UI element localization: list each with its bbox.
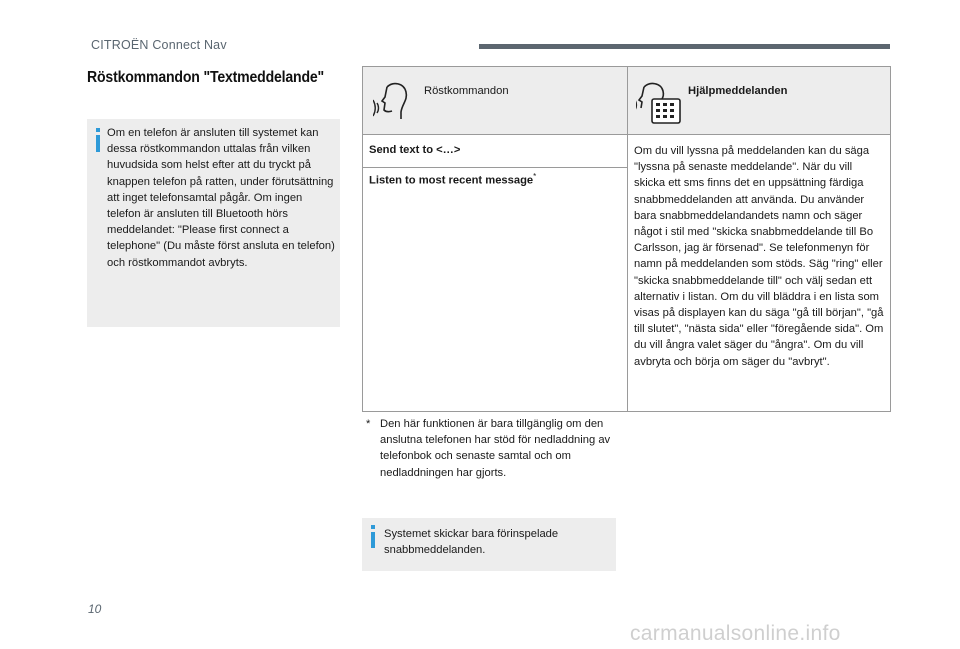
voice-command-table <box>362 66 891 412</box>
column-header-help: Hjälpmeddelanden <box>688 85 788 97</box>
info-text: Systemet skickar bara förinspelade snabbmeddelanden. <box>384 528 559 557</box>
header-title: CITROËN Connect Nav <box>91 38 227 52</box>
command-listen-recent <box>369 172 536 187</box>
header-bar <box>479 44 890 49</box>
voice-command-icon <box>373 79 411 121</box>
page-number: 10 <box>88 602 102 616</box>
footnote-star: * <box>366 418 371 430</box>
command-send-text <box>369 144 460 156</box>
column-divider <box>627 67 628 411</box>
footnote-text: Den här funktionen är bara tillgänglig om den anslutna telefonen har stöd för nedladdning av telefonbok och senaste samtal och om nedladdningen har gjorts. <box>380 418 611 479</box>
info-text: Om en telefon är ansluten till systemet kan dessa röstkommandon uttalas från vilken huvudsida som helst efter att du tryckt på knappen telefon på ratten, under förutsättning att inget telefonsamtal pågår. Om ingen telefon är ansluten till Bluetooth hörs meddelandet: "Please first connect a telephone" (Du måste först ansluta en telefon) och röstkommandot avbryts. <box>107 127 335 269</box>
info-box-quick-messages <box>362 518 616 571</box>
footnote-marker: * <box>533 172 537 181</box>
info-icon <box>96 135 100 152</box>
info-box-phone <box>87 119 340 327</box>
row-divider <box>363 167 627 168</box>
section-title: Röstkommandon "Textmeddelande" <box>87 69 325 86</box>
column-header-commands: Röstkommandon <box>424 85 509 97</box>
keypad-help-icon <box>636 79 682 125</box>
info-icon <box>371 532 375 548</box>
command-text: Listen to most recent message <box>369 174 534 187</box>
help-message-text: Om du vill lyssna på meddelanden kan du säga "lyssna på senaste meddelande". När du vill skicka ett sms finns det en uppsättning färdiga snabbmeddelanden att använda. Du använder bara snabbmeddelandandets namn och säger något i stil med "skicka snabbmeddelande till Bo Carlsson, jag är försenad". Se telefonmenyn för namn på meddelanden som stöds. Säg "ring" eller "skicka snabbmeddelande till" och välj sedan ett alternativ i listan. Om du vill bläddra i en lista som visas på displayen kan du säga "gå till början", "gå till slutet", "nästa sida" eller "föregående sida". Om du vill ångra valet säger du "ångra". Om du vill avbryta och börja om säger du "avbryt". <box>634 145 884 368</box>
command-text: Send text to <…> <box>369 144 461 156</box>
watermark: carmanualsonline.info <box>630 622 841 645</box>
